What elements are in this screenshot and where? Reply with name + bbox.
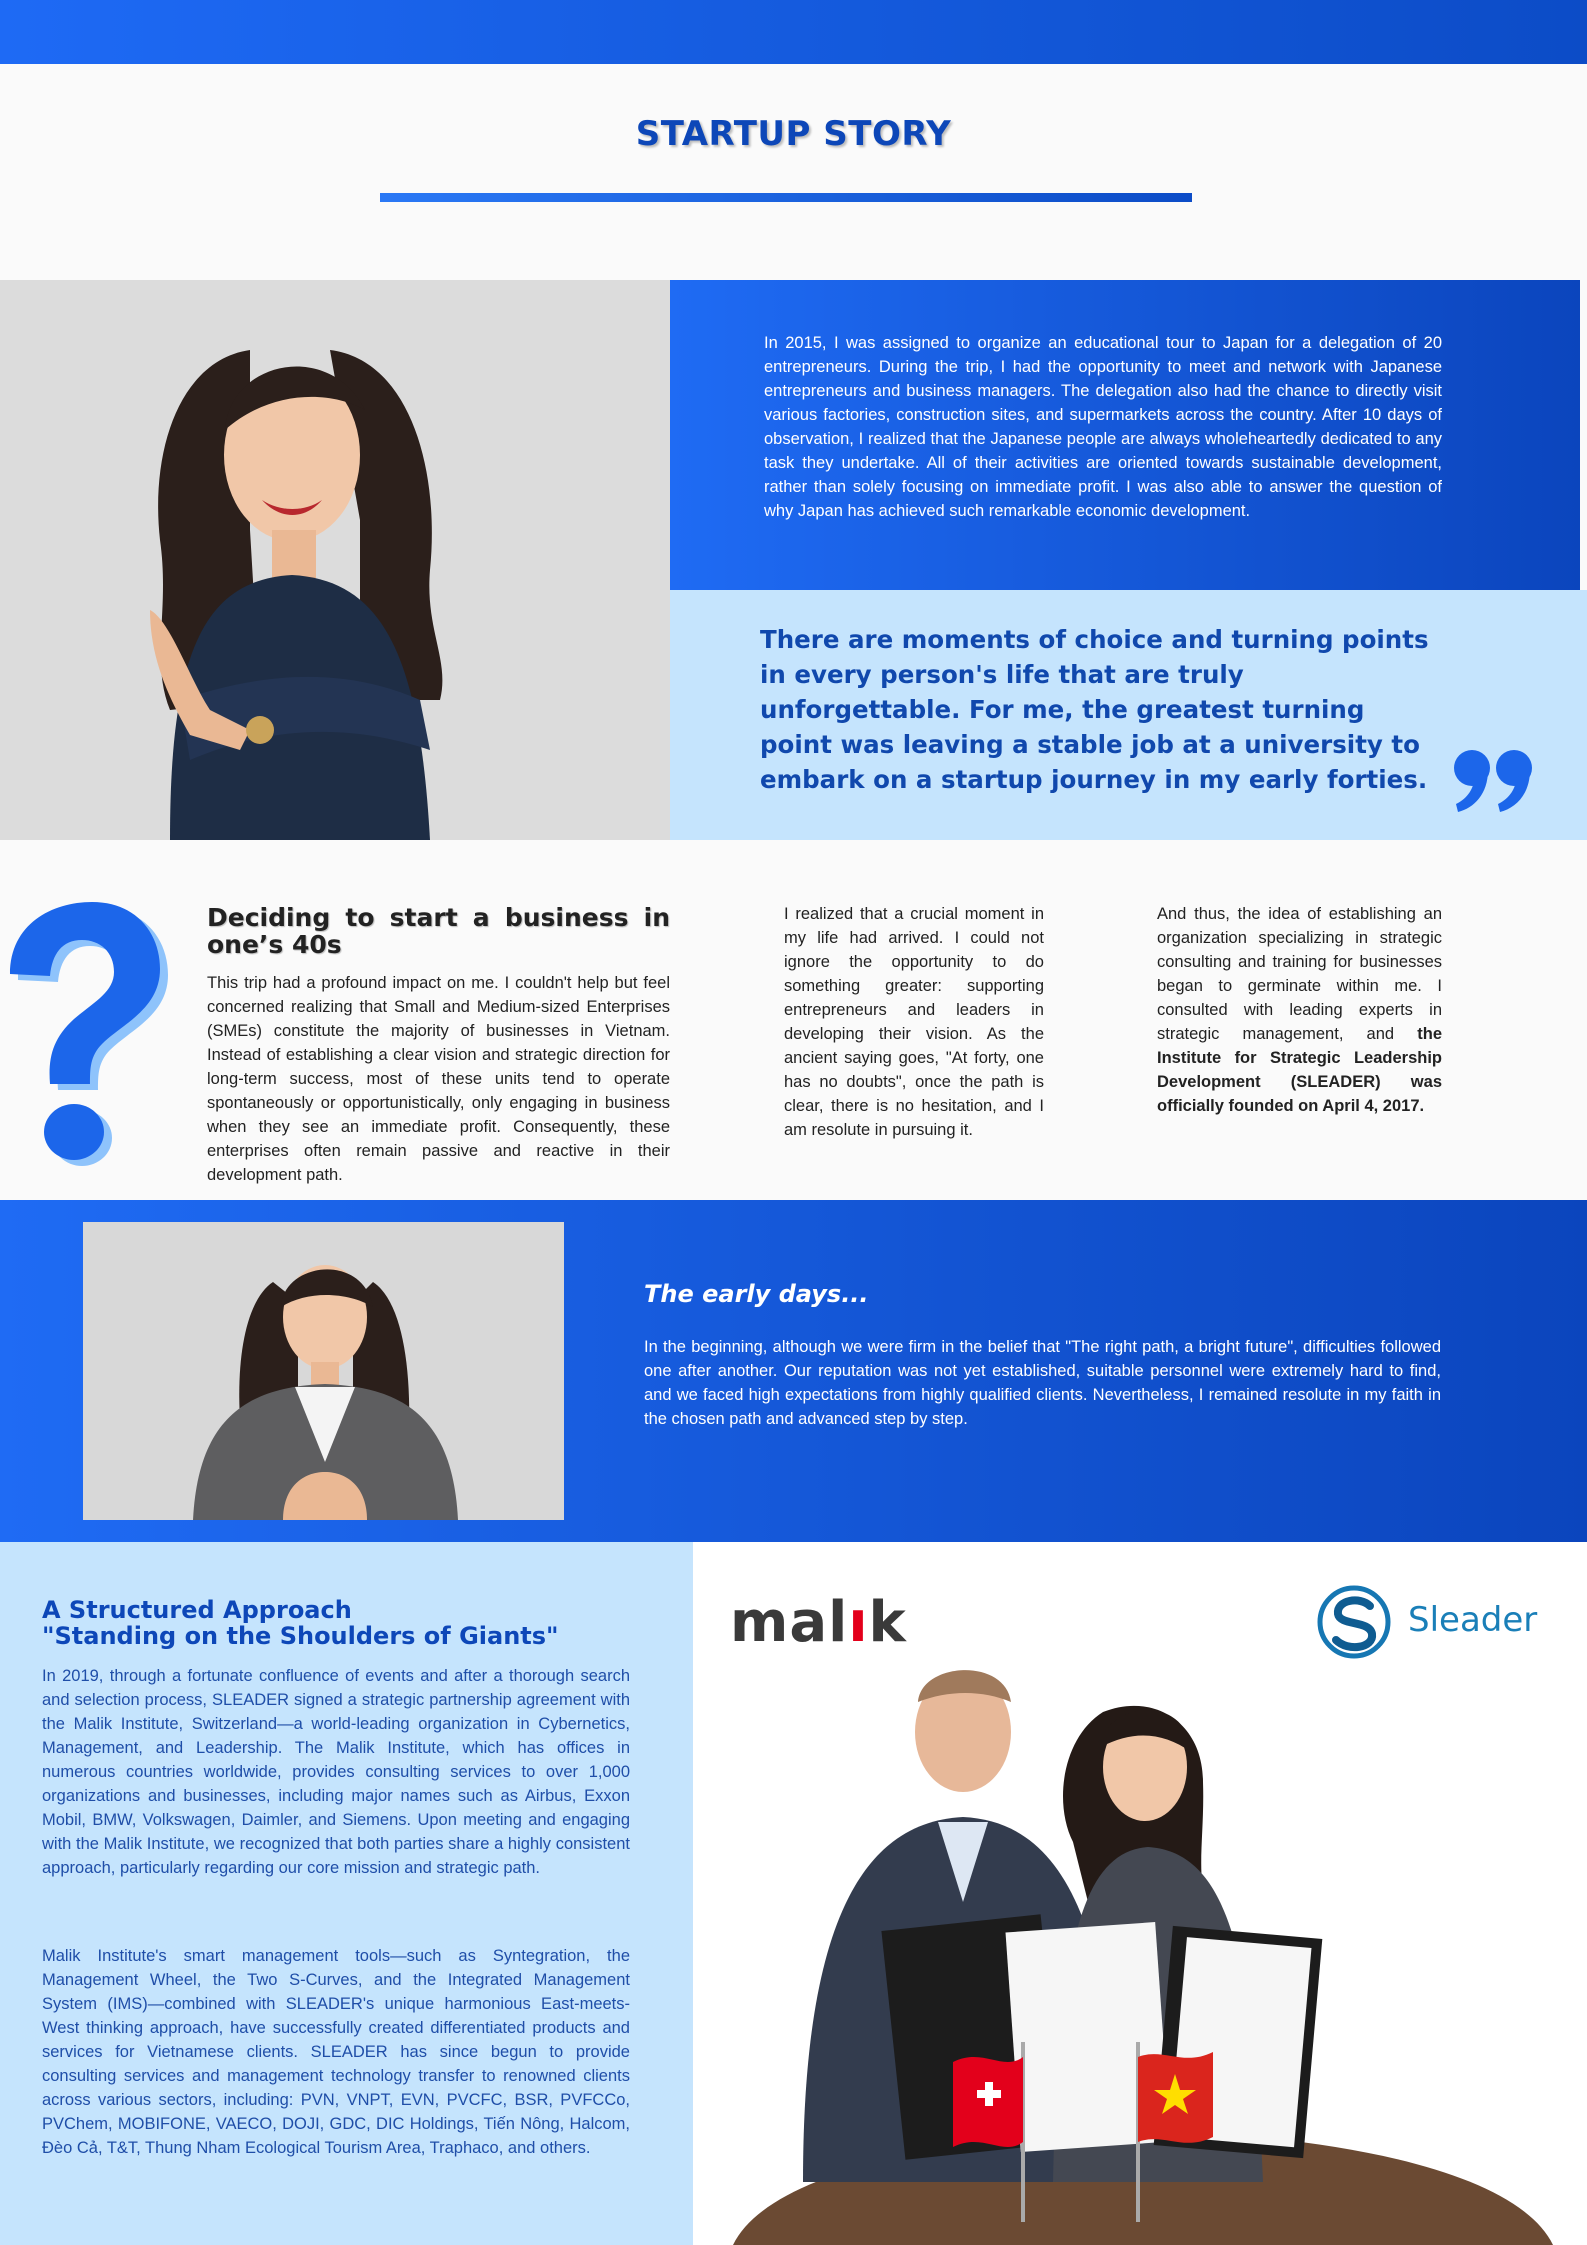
sleader-logo-text: Sleader — [1408, 1600, 1538, 1640]
question-mark-icon — [0, 900, 170, 1170]
sleader-founding-highlight: the Institute for Strategic Leadership Development (SLEADER) was officially founded on April 4, 2017. — [1157, 1025, 1442, 1115]
structured-paragraph-1: In 2019, through a fortunate confluence of events and after a thorough search and selection process, SLEADER signed a strategic partnership agreement with the Malik Institute, Switzerland—a world-leading organization in Cybernetics, Management, and Leadership. The Malik Institute, which has offices in numerous countries worldwide, provides consulting services to over 1,000 organizations and businesses, including major names such as Airbus, Exxon Mobil, BMW, Volkswagen, Daimler, and Siemens. Upon meeting and engaging with the Malik Institute, we recognized that both parties share a highly consistent approach, particularly regarding our core mission and strategic path. — [42, 1667, 630, 1877]
top-banner — [0, 0, 1587, 64]
malik-logo-accent: ı — [848, 1590, 869, 1655]
structured-paragraph-2: Malik Institute's smart management tools—such as Syntegration, the Management Wheel, the Two S-Curves, and the Integrated Management System (IMS)—combined with SLEADER's unique harmonious East-meets-West thinking approach, have successfully created differentiated products and services for Vietnamese clients. SLEADER has since begun to provide consulting services and management technology transfer to renowned clients across various sectors, including: PVN, VNPT, EVN, PVCFC, BSR, PVFCCo, PVChem, MOBIFONE, VAECO, DOJI, GDC, DIC Holdings, Tiến Nông, Halcom, Đèo Cả, T&T, Thung Nham Ecological Tourism Area, Traphaco, and others. — [42, 1947, 630, 2157]
section-heading-deciding: Deciding to start a business in one’s 40s — [207, 903, 670, 959]
deciding-paragraph-3-text: And thus, the idea of establishing an organization specializing in strategic consulting and training for businesses began to germinate within me. I consulted with leading experts in strategic management, and — [1157, 905, 1442, 1043]
malik-logo-text-end: k — [868, 1590, 907, 1655]
early-days-paragraph: In the beginning, although we were firm in the belief that "The right path, a bright future", difficulties followed one after another. Our reputation was not yet established, suitable personnel were extremely hard to find, and we faced high expectations from highly qualified clients. Nevertheless, I remained resolute in my faith in the chosen path and advanced step by step. — [644, 1338, 1441, 1428]
section-heading-structured — [42, 1597, 559, 1649]
structured-heading-line-2: "Standing on the Shoulders of Giants" — [42, 1622, 559, 1650]
founder-portrait-photo — [0, 280, 670, 840]
founder-photo-early-days — [83, 1222, 564, 1520]
portrait-illustration — [0, 280, 670, 840]
malik-logo — [730, 1590, 907, 1655]
sleader-logo — [1316, 1584, 1566, 1660]
turning-point-quote: There are moments of choice and turning points in every person's life that are truly unforgettable. For me, the greatest turning point was leaving a stable job at a university to embark on a startup journey in my early forties. — [760, 625, 1429, 794]
page-title: STARTUP STORY — [635, 114, 952, 154]
sleader-emblem-icon — [1316, 1584, 1396, 1660]
early-days-illustration — [83, 1222, 564, 1520]
malik-logo-text: mal — [730, 1590, 849, 1655]
section-heading-early-days: The early days... — [644, 1280, 869, 1308]
structured-heading-line-1: A Structured Approach — [42, 1596, 352, 1624]
deciding-paragraph-1: This trip had a profound impact on me. I couldn't help but feel concerned realizing that Small and Medium-sized Enterprises (SMEs) constitute the majority of businesses in Vietnam. Instead of establishing a clear vision and strategic direction for long-term success, most of these units tend to operate spontaneously or opportunistically, only engaging in business when they see an immediate profit. Consequently, these enterprises often remain passive and reactive in their development path. — [207, 974, 670, 1184]
deciding-paragraph-3 — [1157, 902, 1442, 1118]
title-underline — [380, 193, 1192, 202]
deciding-paragraph-2: I realized that a crucial moment in my life had arrived. I could not ignore the opportunity to do something greater: supporting entrepreneurs and leaders in developing their vision. As the ancient saying goes, "At forty, one has no doubts", once the path is clear, there is no hesitation, and I am resolute in pursuing it. — [784, 905, 1044, 1139]
intro-paragraph: In 2015, I was assigned to organize an educational tour to Japan for a delegation of 20 entrepreneurs. During the trip, I had the opportunity to meet and network with Japanese entrepreneurs and business managers. The delegation also had the chance to directly visit various factories, construction sites, and supermarkets across the country. After 10 days of observation, I realized that the Japanese people are always wholeheartedly dedicated to any task they undertake. All of their activities are oriented towards sustainable development, rather than solely focusing on immediate profit. I was also able to answer the question of why Japan has achieved such remarkable economic development. — [764, 334, 1442, 520]
quote-mark-icon — [1452, 748, 1536, 814]
